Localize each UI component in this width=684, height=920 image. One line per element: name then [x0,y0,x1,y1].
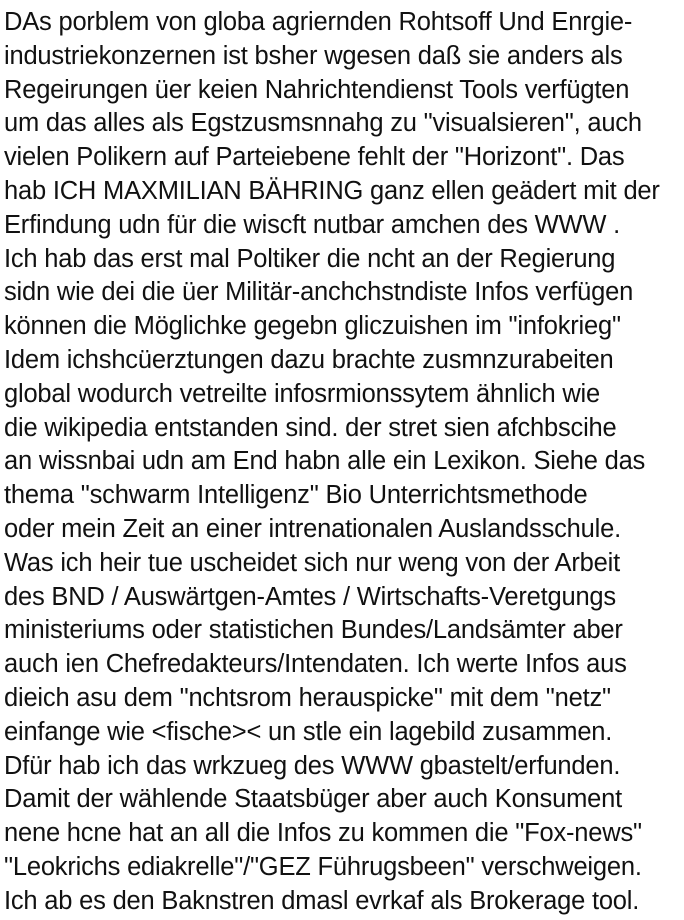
text-line: einfange wie <fische>< un stle ein lagebild zusammen. [4,717,613,746]
text-line: Dfür hab ich das wrkzueg des WWW gbastelt/erfunden. [4,751,621,780]
text-line: die wikipedia entstanden sind. der stret sien afchbscihe [4,413,617,442]
text-line: Ich ab es den Baknstren dmasl evrkaf als Brokerage tool. [4,886,640,915]
text-line: dieich asu dem "nchtsrom herauspicke" mit dem "netz" [4,683,611,712]
text-line: industriekonzernen ist bsher wgesen daß sie anders als [4,41,623,70]
text-line: des BND / Auswärtgen-Amtes / Wirtschafts-Veretgungs [4,582,616,611]
text-line: "Leokrichs ediakrelle"/"GEZ Führugsbeen" verschweigen. [4,852,642,881]
text-line: um das alles als Egstzusmsnnahg zu "visualsieren", auch [4,109,642,138]
text-line: Ich hab das erst mal Poltiker die ncht an der Regierung [4,244,616,273]
text-line: global wodurch vetreilte infosrmionssytem ähnlich wie [4,379,601,408]
text-line: Damit der wählende Staatsbüger aber auch Konsument [4,785,622,814]
text-line: Idem ichshcüerztungen dazu brachte zusmnzurabeiten [4,345,614,374]
text-line: vielen Polikern auf Parteiebene fehlt der "Horizont". Das [4,143,625,172]
text-line: Erfindung udn für die wiscft nutbar amchen des WWW . [4,210,621,239]
text-line: DAs porblem von globa agriernden Rohtsoff Und Enrgie- [4,8,633,36]
text-line: auch ien Chefredakteurs/Intendaten. Ich werte Infos aus [4,650,627,679]
text-line: hab ICH MAXMILIAN BÄHRING ganz ellen geädert mit der [4,176,660,205]
text-line: ministeriums oder statistichen Bundes/Landsämter aber [4,616,623,645]
text-block [4,6,682,919]
text-line: Regeirungen üer keien Nahrichtendienst Tools verfügten [4,75,630,104]
text-line: oder mein Zeit an einer intrenationalen Auslandsschule. [4,514,621,543]
text-line: können die Möglichke gegebn gliczuishen im "infokrieg" [4,312,621,341]
text-line: thema "schwarm Intelligenz" Bio Unterrichtsmethode [4,481,588,510]
text-line: sidn wie dei die üer Militär-anchchstndiste Infos verfügen [4,278,634,307]
text-line: nene hcne hat an all die Infos zu kommen die "Fox-news" [4,819,642,848]
text-line: Was ich heir tue uscheidet sich nur weng von der Arbeit [4,548,620,577]
text-line: an wissnbai udn am End habn alle ein Lexikon. Siehe das [4,447,646,476]
